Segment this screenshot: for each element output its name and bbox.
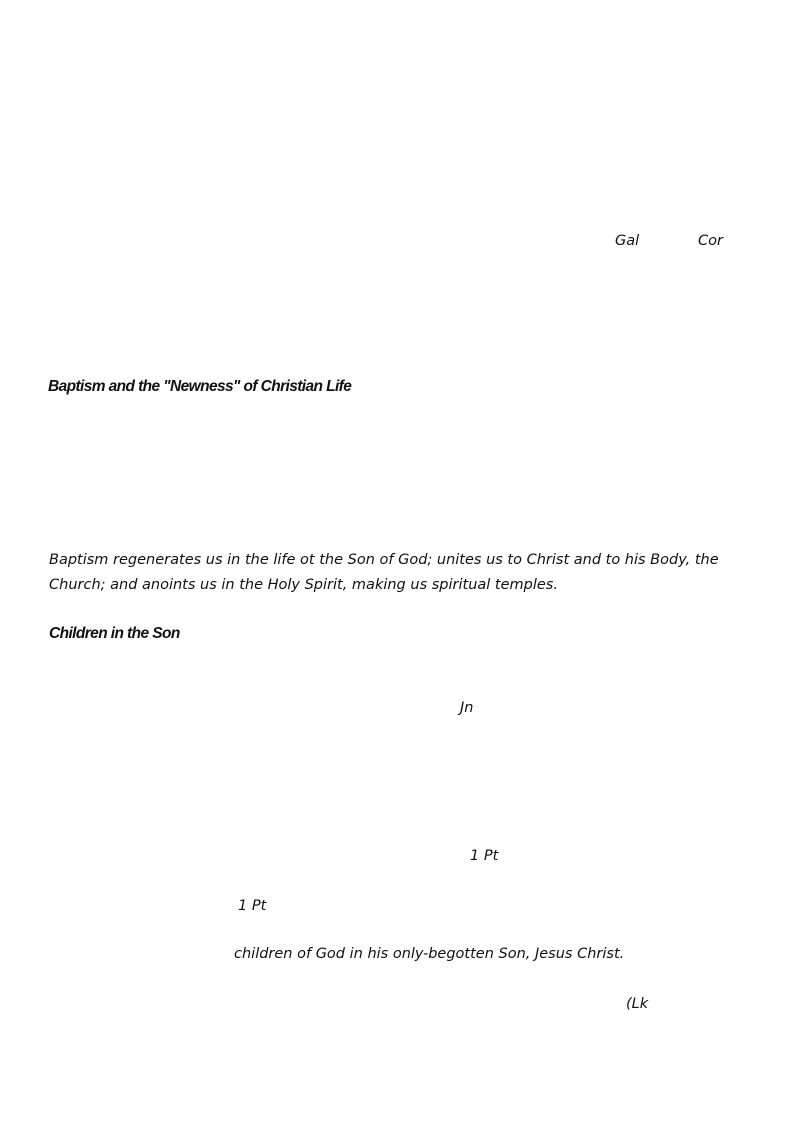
children-of-god-line: children of God in his only-begotten Son, Jesus Christ. xyxy=(234,946,625,962)
section-heading-baptism: Baptism and the "Newness" of Christian Life xyxy=(48,378,352,395)
reference-gal: Gal xyxy=(615,233,640,249)
reference-jn: Jn xyxy=(460,700,474,716)
reference-1pt-second: 1 Pt xyxy=(238,898,267,914)
summary-paragraph: Baptism regenerates us in the life ot the Son of God; unites us to Christ and to his Body, the Church; and anoints us in the Holy Spirit, making us spiritual temples. xyxy=(49,552,719,593)
section-heading-children: Children in the Son xyxy=(49,625,180,642)
reference-lk: (Lk xyxy=(626,996,649,1012)
reference-cor: Cor xyxy=(698,233,723,249)
reference-1pt-first: 1 Pt xyxy=(470,848,499,864)
